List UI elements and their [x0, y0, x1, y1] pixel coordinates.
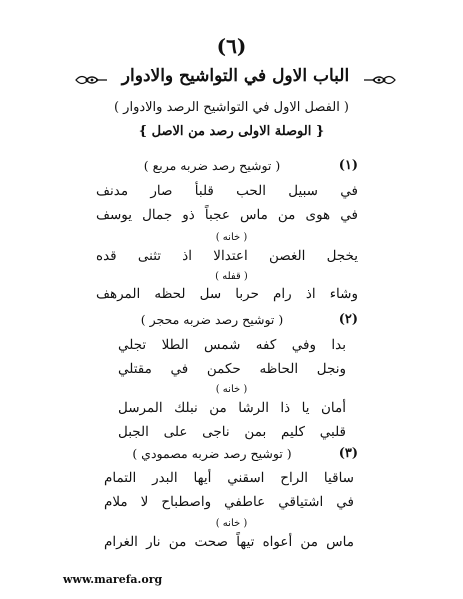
right-ornament-icon — [363, 73, 397, 87]
piece-number: (٣) — [338, 446, 358, 461]
qafla-label: ( قفله ) — [215, 271, 248, 282]
chapter-title: الباب الاول في التواشيح والادوار — [121, 66, 350, 86]
piece-number: (١) — [338, 158, 358, 173]
verse-line: ماس من أعواه تيهاً صحت من نار الغرام — [104, 534, 354, 550]
verse-line: في سبيل الحب قلبأ صار مدنف — [96, 183, 358, 199]
verse-line: وشاء اذ رام حربا سل لحظه المرهف — [96, 286, 358, 302]
verse-line: يخجل الغصن اعتدالا اذ تثنى قده — [96, 248, 358, 264]
piece-form: ( توشيح رصد ضربه محجر ) — [140, 312, 284, 327]
khana-label: ( خانه ) — [215, 232, 248, 243]
verse-line: ونجل الحاظه حكمن في مقتلي — [118, 361, 346, 377]
left-ornament-icon — [74, 73, 108, 87]
piece-number: (٢) — [338, 312, 358, 327]
verse-line: بدا وفي كفه شمس الطلا تجلي — [118, 337, 346, 353]
verse-line: أمان يا ذا الرشا من نبلك المرسل — [118, 400, 346, 416]
khana-label: ( خانه ) — [215, 384, 248, 395]
khana-label: ( خانه ) — [215, 518, 248, 529]
verse-line: في اشتياقي عاطفي واصطباح لا ملام — [104, 494, 354, 510]
chapter-heading — [108, 64, 363, 94]
subsection-title: { الوصلة الاولى رصد من الاصل } — [138, 124, 325, 139]
verse-line: في هوى من ماس عجباً ذو جمال يوسف — [96, 207, 358, 223]
section-title: ( الفصل الاول في التواشيح الرصد والادوار ) — [113, 100, 350, 115]
verse-line: ساقيا الراح اسقني أيها البدر التمام — [104, 470, 354, 486]
piece-form: ( توشيح رصد ضربه مصمودي ) — [132, 446, 292, 461]
piece-form: ( توشيح رصد ضربه مربع ) — [143, 158, 281, 173]
page-number: (٦) — [216, 34, 247, 58]
verse-line: قلبي كليم بمن ناجى على الجبل — [118, 424, 346, 440]
footer-url: www.marefa.org — [63, 573, 163, 586]
